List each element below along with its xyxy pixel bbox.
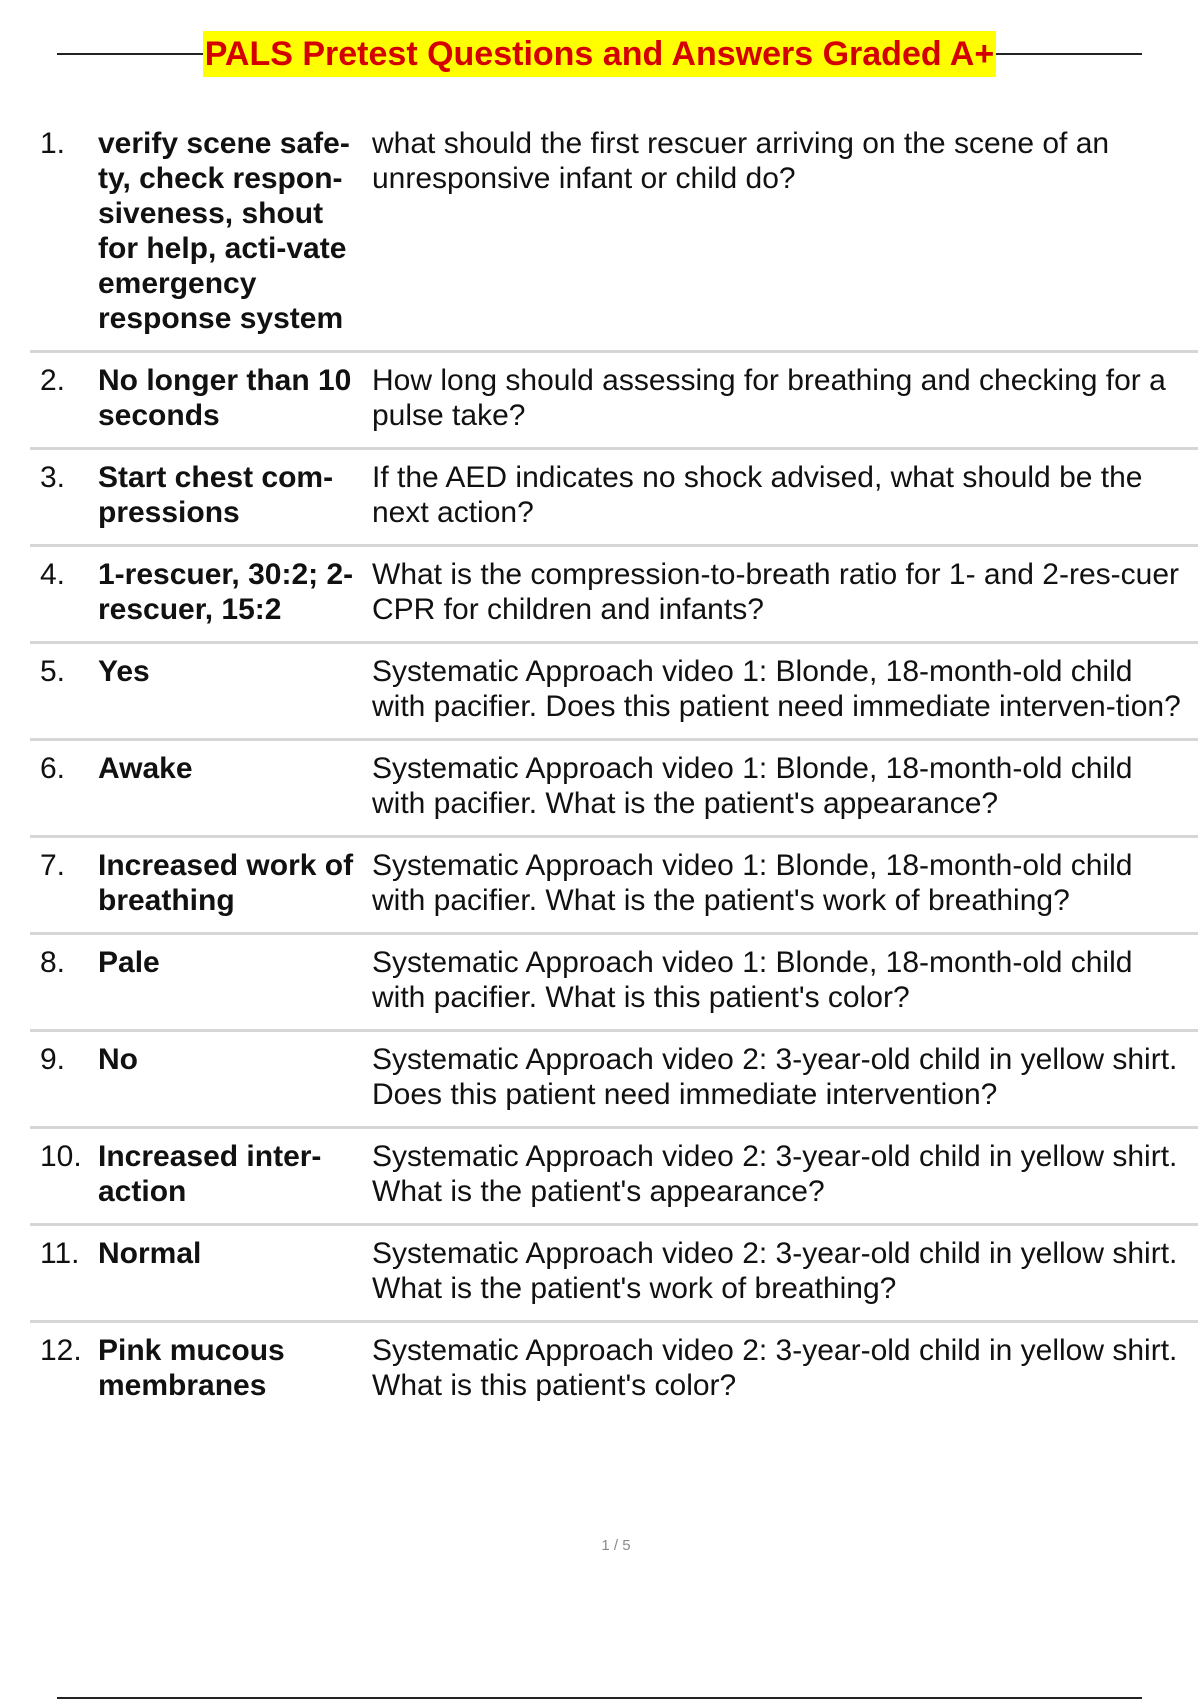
qa-row — [30, 838, 1198, 935]
qa-number: 4. — [40, 558, 66, 591]
document-header — [57, 30, 1142, 78]
qa-row — [30, 450, 1198, 547]
qa-row — [30, 1129, 1198, 1226]
qa-answer: verify scene safe-ty, check respon-siveness, shout for help, acti-vate emergency response system — [98, 127, 350, 335]
qa-answer: Awake — [98, 752, 193, 785]
qa-number: 5. — [40, 655, 66, 688]
qa-answer: Increased inter-action — [98, 1140, 322, 1208]
qa-answer: Pale — [98, 946, 160, 979]
qa-answer: No longer than 10 seconds — [98, 364, 352, 432]
qa-number: 12. — [40, 1334, 82, 1367]
qa-row — [30, 547, 1198, 644]
qa-question: What is the compression-to-breath ratio for 1- and 2-res-cuer CPR for children and infants? — [372, 558, 1179, 626]
qa-number: 1. — [40, 127, 66, 160]
qa-row — [30, 353, 1198, 450]
qa-question: Systematic Approach video 1: Blonde, 18-month-old child with pacifier. What is the patient's appearance? — [372, 752, 1133, 820]
qa-question: what should the first rescuer arriving on the scene of an unresponsive infant or child do? — [372, 127, 1110, 195]
qa-question: Systematic Approach video 1: Blonde, 18-month-old child with pacifier. What is the patient's work of breathing? — [372, 849, 1133, 917]
title-rule-right — [996, 53, 1142, 55]
qa-answer: Pink mucous membranes — [98, 1334, 285, 1402]
qa-answer: No — [98, 1043, 138, 1076]
qa-row — [30, 741, 1198, 838]
qa-row — [30, 1323, 1198, 1417]
title-rule-left — [57, 53, 203, 55]
qa-question: If the AED indicates no shock advised, what should be the next action? — [372, 461, 1143, 529]
qa-number: 11. — [40, 1237, 80, 1270]
qa-row — [30, 1226, 1198, 1323]
qa-row — [30, 1032, 1198, 1129]
qa-answer: Normal — [98, 1237, 202, 1270]
qa-answer: 1-rescuer, 30:2; 2-rescuer, 15:2 — [98, 558, 354, 626]
qa-answer: Start chest com-pressions — [98, 461, 334, 529]
qa-question: Systematic Approach video 2: 3-year-old child in yellow shirt. Does this patient need immediate intervention? — [372, 1043, 1178, 1111]
qa-number: 7. — [40, 849, 66, 882]
qa-row — [30, 114, 1198, 353]
bottom-rule — [57, 1697, 1142, 1699]
qa-list — [30, 114, 1198, 1417]
qa-question: Systematic Approach video 1: Blonde, 18-month-old child with pacifier. Does this patient need immediate interven-tion? — [372, 655, 1181, 723]
qa-row — [30, 644, 1198, 741]
qa-number: 6. — [40, 752, 66, 785]
qa-answer: Increased work of breathing — [98, 849, 354, 917]
qa-number: 2. — [40, 364, 66, 397]
qa-number: 10. — [40, 1140, 82, 1173]
qa-number: 8. — [40, 946, 66, 979]
qa-answer: Yes — [98, 655, 150, 688]
document-title: PALS Pretest Questions and Answers Graded A+ — [203, 31, 996, 77]
page-indicator: 1 / 5 — [601, 1537, 631, 1554]
qa-number: 3. — [40, 461, 66, 494]
qa-question: Systematic Approach video 1: Blonde, 18-month-old child with pacifier. What is this patient's color? — [372, 946, 1133, 1014]
qa-question: Systematic Approach video 2: 3-year-old child in yellow shirt. What is the patient's appearance? — [372, 1140, 1178, 1208]
qa-question: How long should assessing for breathing and checking for a pulse take? — [372, 364, 1166, 432]
qa-question: Systematic Approach video 2: 3-year-old child in yellow shirt. What is the patient's work of breathing? — [372, 1237, 1178, 1305]
qa-row — [30, 935, 1198, 1032]
qa-number: 9. — [40, 1043, 66, 1076]
qa-question: Systematic Approach video 2: 3-year-old child in yellow shirt. What is this patient's color? — [372, 1334, 1178, 1402]
